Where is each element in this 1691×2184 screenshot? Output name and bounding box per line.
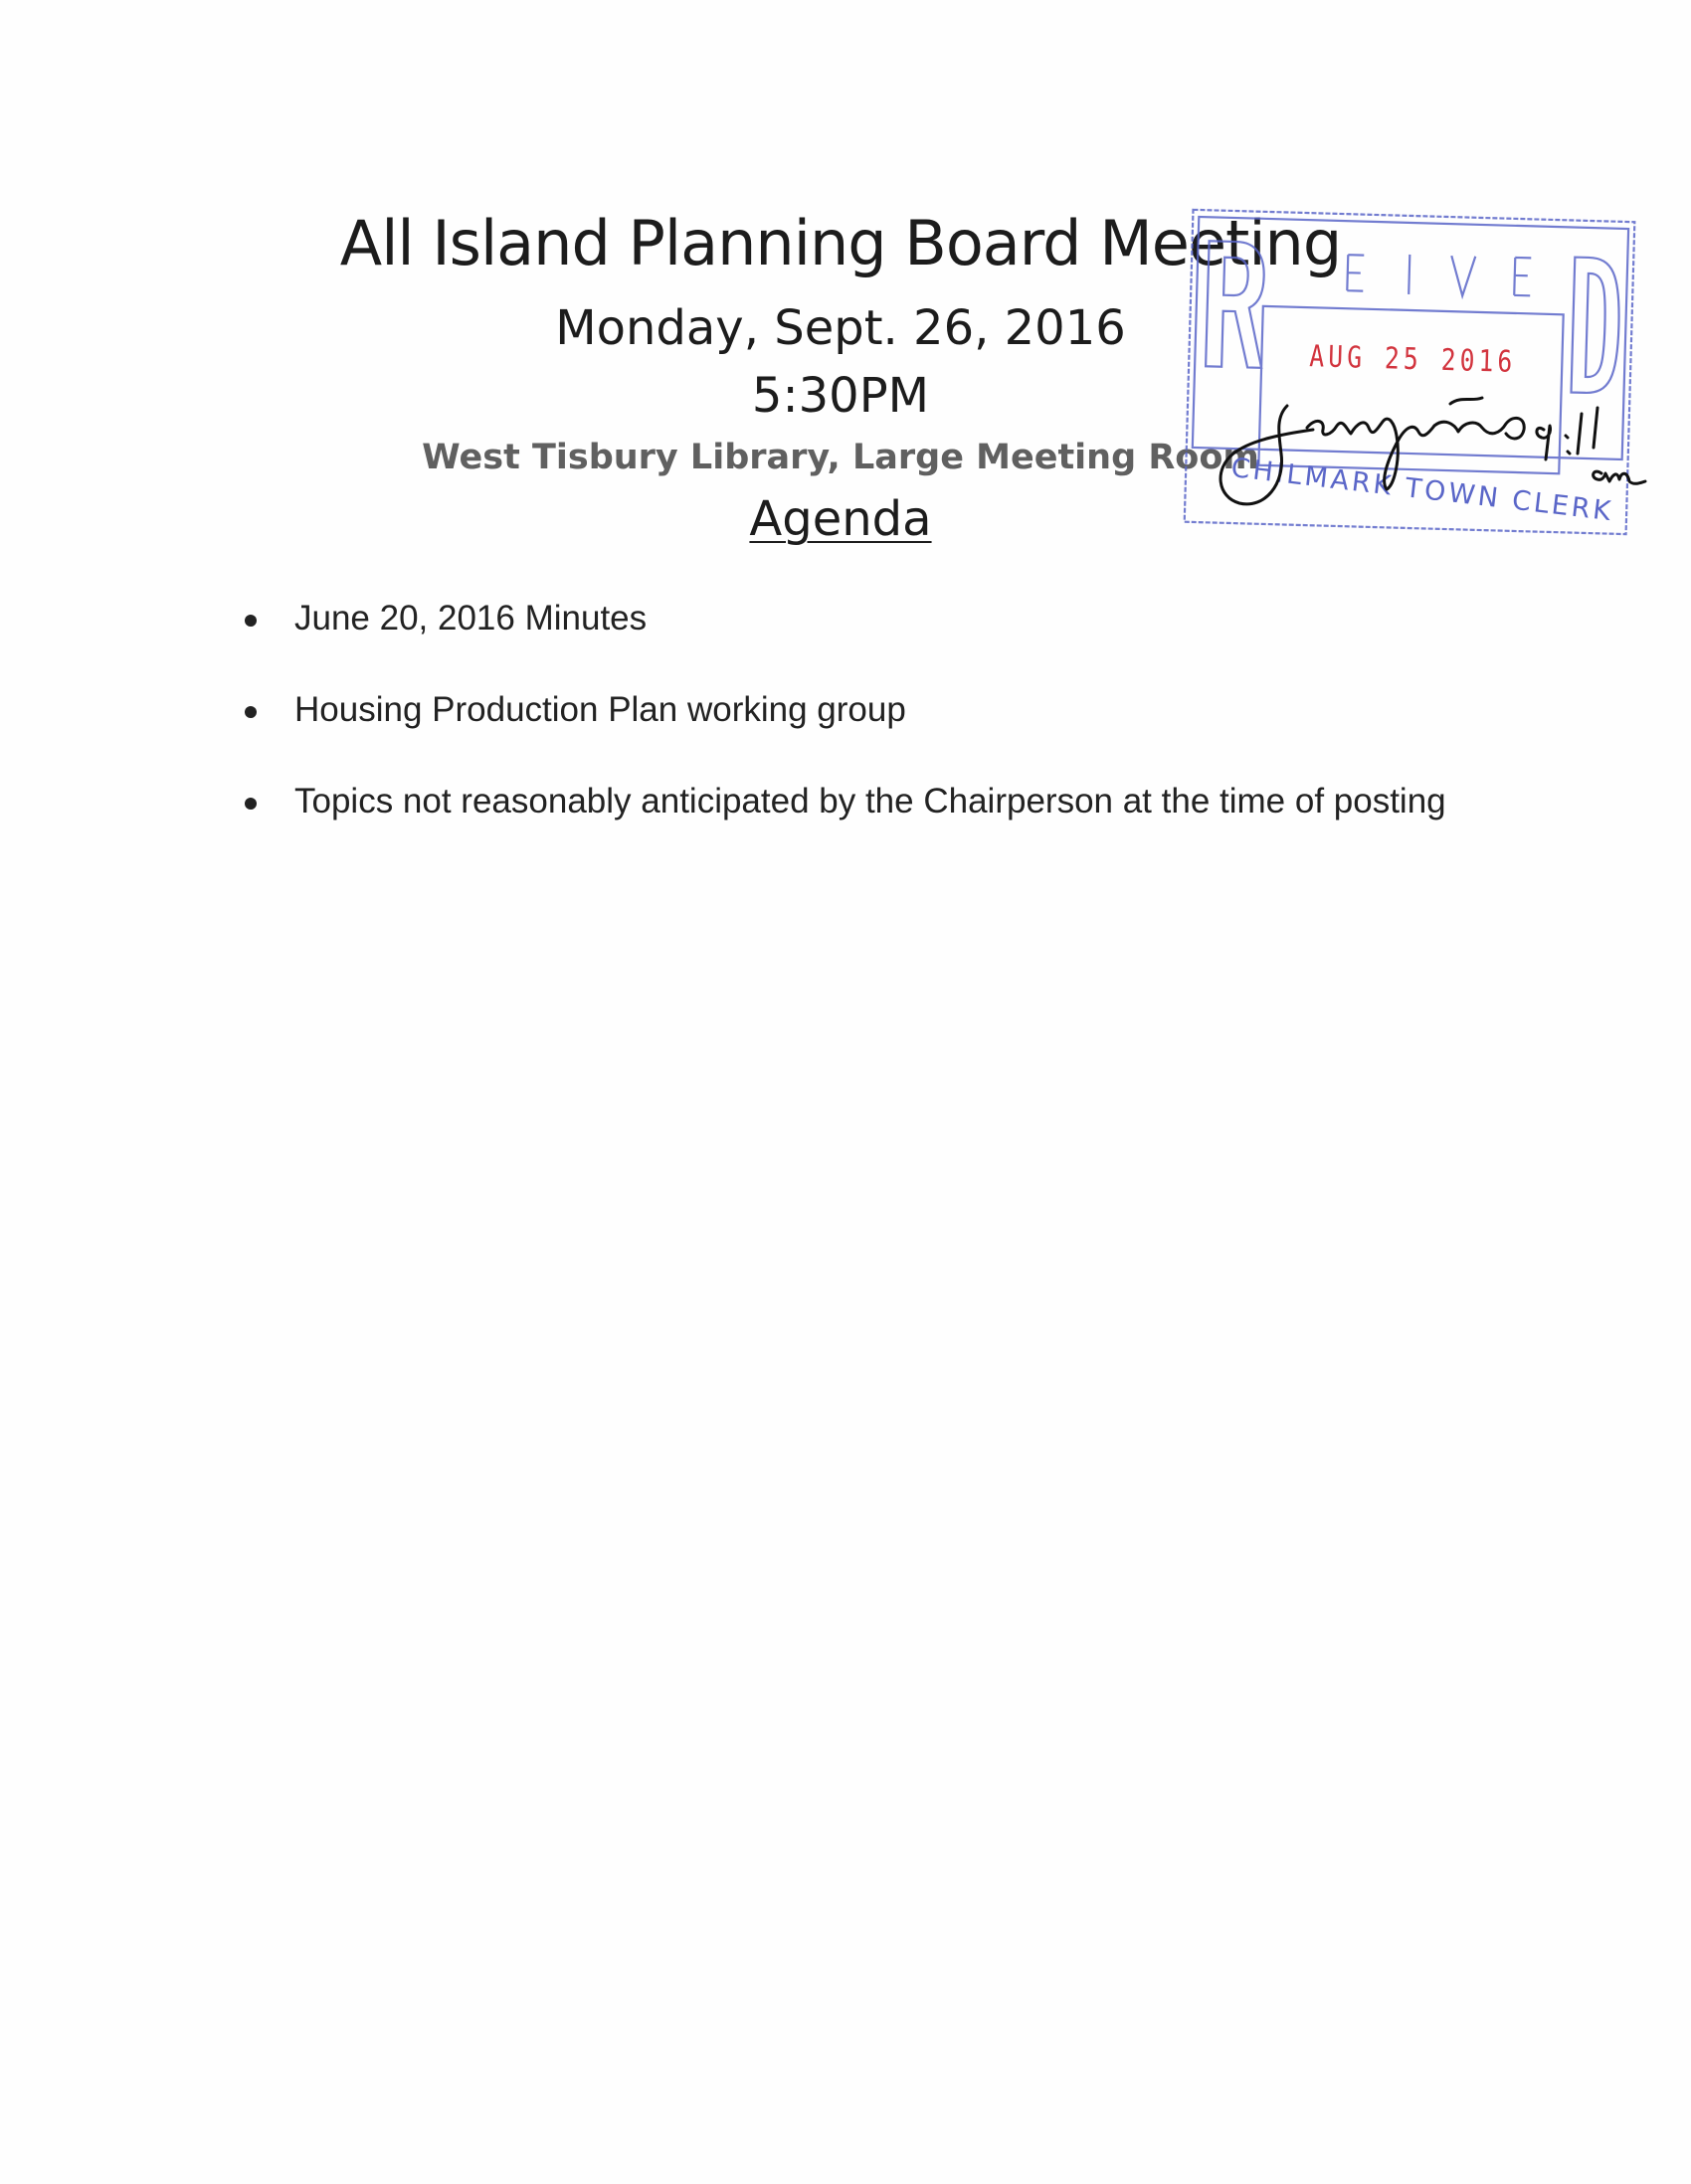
- meeting-time: 5:30PM: [751, 368, 930, 424]
- stamp-date: AUG 25 2016: [1308, 339, 1517, 380]
- bullet-icon: [245, 615, 257, 627]
- meeting-location: West Tisbury Library, Large Meeting Room: [422, 438, 1259, 477]
- agenda-heading: Agenda: [749, 491, 932, 547]
- bullet-icon: [245, 798, 257, 810]
- agenda-item: [245, 780, 1498, 823]
- document-title: All Island Planning Board Meeting: [339, 207, 1342, 279]
- agenda-list: [245, 597, 1498, 871]
- agenda-item-text: Housing Production Plan working group: [294, 690, 906, 729]
- agenda-item-text: Topics not reasonably anticipated by the Chairperson at the time of posting: [294, 782, 1446, 820]
- handwritten-signature: [1216, 378, 1653, 527]
- meeting-date: Monday, Sept. 26, 2016: [555, 300, 1126, 356]
- stamp-office: CHILMARK TOWN CLERK: [1229, 453, 1615, 528]
- agenda-item: [245, 597, 1498, 640]
- agenda-item: [245, 688, 1498, 732]
- bullet-icon: [245, 706, 257, 718]
- agenda-item-text: June 20, 2016 Minutes: [294, 599, 648, 637]
